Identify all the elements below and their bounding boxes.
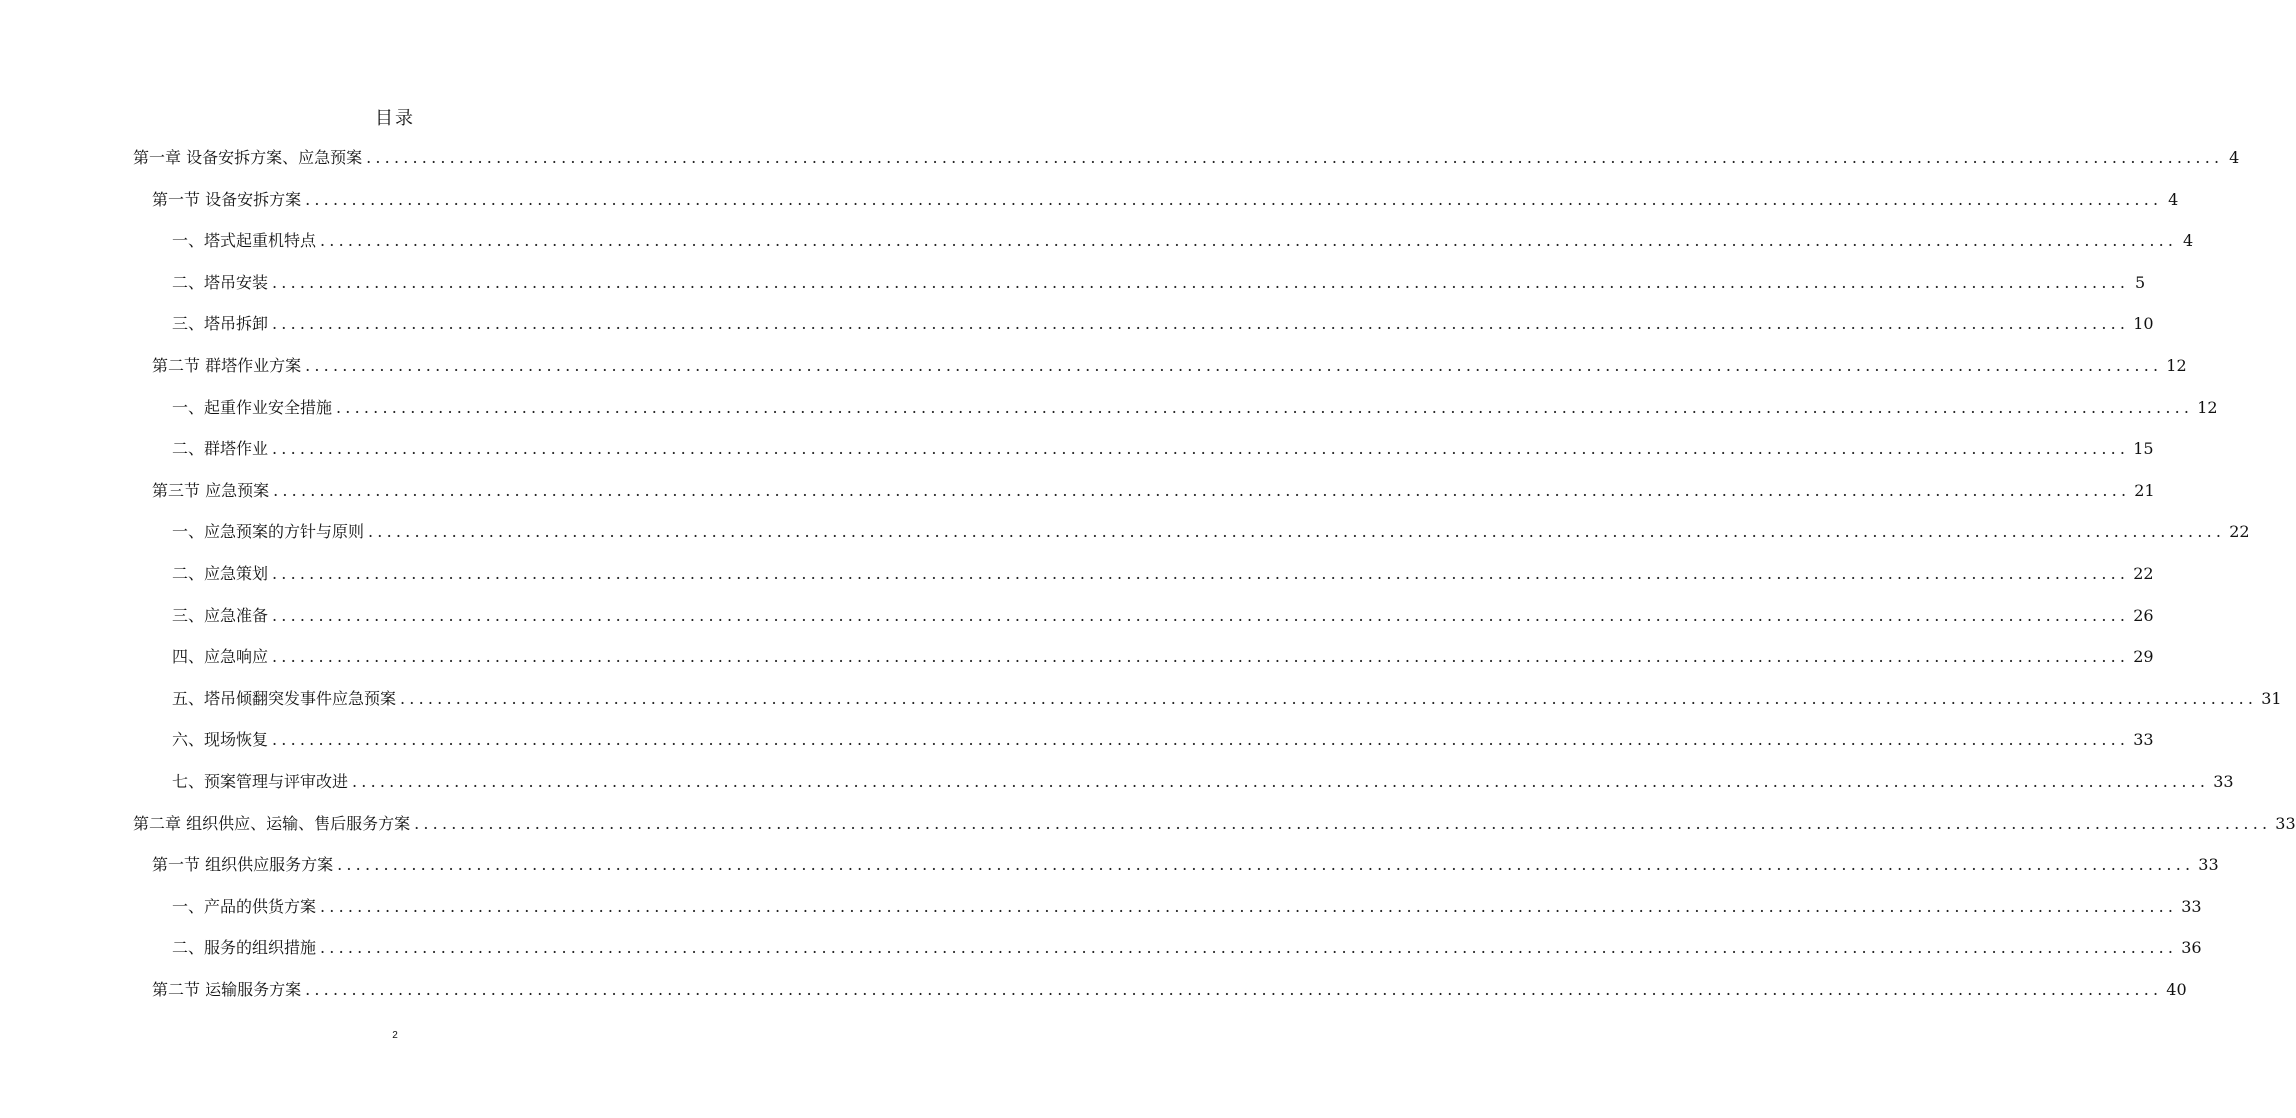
toc-leader-dots: ........................................................................................................................................................................................................ bbox=[305, 980, 2163, 999]
toc-entry-label: 三、塔吊拆卸 bbox=[172, 314, 269, 334]
toc-entry-label: 三、应急准备 bbox=[172, 605, 269, 625]
toc-leader-dots: ........................................................................................................................................................................................................ bbox=[272, 439, 2130, 459]
toc-entry-label: 四、应急响应 bbox=[172, 647, 269, 667]
toc-entry[interactable] bbox=[172, 520, 2250, 544]
toc-leader-dots: ........................................................................................................................................................................................................ bbox=[272, 730, 2130, 750]
toc-entry[interactable] bbox=[133, 146, 2240, 170]
toc-entry[interactable] bbox=[172, 728, 2154, 752]
toc-entry[interactable] bbox=[152, 978, 2187, 1002]
toc-entry[interactable] bbox=[172, 396, 2218, 420]
toc-entry[interactable] bbox=[172, 312, 2154, 336]
toc-entry-page: 4 bbox=[2168, 189, 2179, 209]
toc-entry-label: 一、产品的供货方案 bbox=[172, 896, 317, 916]
toc-leader-dots: ........................................................................................................................................................................................................ bbox=[368, 522, 2226, 542]
toc-entry-page: 31 bbox=[2261, 688, 2282, 708]
toc-entry-page: 33 bbox=[2198, 855, 2219, 875]
toc-entry-page: 12 bbox=[2197, 397, 2218, 417]
toc-leader-dots: ........................................................................................................................................................................................................ bbox=[414, 813, 2272, 833]
toc-entry-page: 4 bbox=[2229, 148, 2240, 167]
toc-entry[interactable] bbox=[152, 354, 2187, 378]
toc-entry-page: 29 bbox=[2133, 647, 2154, 667]
toc-entry-label: 二、塔吊安装 bbox=[172, 272, 269, 292]
toc-entry-label: 七、预案管理与评审改进 bbox=[172, 772, 349, 791]
toc-leader-dots: ........................................................................................................................................................................................................ bbox=[400, 688, 2258, 708]
toc-entry-label: 第一章 设备安拆方案、应急预案 bbox=[133, 148, 363, 167]
toc-entry-page: 10 bbox=[2133, 314, 2154, 334]
toc-leader-dots: ........................................................................................................................................................................................................ bbox=[272, 314, 2130, 334]
toc-entry-label: 一、塔式起重机特点 bbox=[172, 231, 317, 251]
toc-entry-label: 二、服务的组织措施 bbox=[172, 938, 317, 958]
toc-leader-dots: ........................................................................................................................................................................................................ bbox=[320, 938, 2178, 958]
page-number: 2 bbox=[392, 1030, 398, 1041]
toc-leader-dots: ........................................................................................................................................................................................................ bbox=[272, 647, 2130, 667]
toc-entry-label: 一、应急预案的方针与原则 bbox=[172, 522, 365, 542]
toc-entry[interactable] bbox=[172, 562, 2154, 586]
toc-entry-page: 40 bbox=[2166, 980, 2187, 999]
toc-entry-page: 36 bbox=[2181, 938, 2202, 958]
toc-leader-dots: ........................................................................................................................................................................................................ bbox=[272, 272, 2130, 292]
toc-entry-label: 五、塔吊倾翻突发事件应急预案 bbox=[172, 688, 397, 708]
toc-leader-dots: ........................................................................................................................................................................................................ bbox=[272, 605, 2130, 625]
toc-entry[interactable] bbox=[172, 895, 2202, 919]
toc-entry-label: 一、起重作业安全措施 bbox=[172, 397, 333, 417]
toc-entry-page: 33 bbox=[2181, 896, 2202, 916]
toc-entry-page: 4 bbox=[2183, 231, 2194, 251]
toc-entry[interactable] bbox=[172, 936, 2202, 960]
toc-entry-label: 六、现场恢复 bbox=[172, 730, 269, 750]
toc-entry-page: 5 bbox=[2135, 272, 2146, 292]
toc-entry-page: 33 bbox=[2133, 730, 2154, 750]
toc-leader-dots: ........................................................................................................................................................................................................ bbox=[320, 896, 2178, 916]
toc-entry-label: 第二章 组织供应、运输、售后服务方案 bbox=[133, 813, 411, 833]
toc-leader-dots: ........................................................................................................................................................................................................ bbox=[272, 564, 2130, 583]
toc-entry-label: 二、应急策划 bbox=[172, 564, 269, 583]
toc-entry-page: 12 bbox=[2166, 356, 2187, 375]
toc-entry[interactable] bbox=[172, 687, 2282, 711]
toc-leader-dots: ........................................................................................................................................................................................................ bbox=[336, 397, 2194, 417]
toc-leader-dots: ........................................................................................................................................................................................................ bbox=[320, 231, 2178, 251]
toc-entry[interactable] bbox=[172, 770, 2234, 794]
toc-leader-dots: ........................................................................................................................................................................................................ bbox=[273, 480, 2131, 500]
toc-entry[interactable] bbox=[172, 229, 2194, 253]
toc-entry-page: 22 bbox=[2133, 564, 2154, 583]
toc-entry-label: 第二节 运输服务方案 bbox=[152, 980, 302, 999]
toc-leader-dots: ........................................................................................................................................................................................................ bbox=[352, 772, 2210, 791]
toc-entry[interactable] bbox=[152, 188, 2179, 212]
toc-entry-page: 26 bbox=[2133, 605, 2154, 625]
toc-entry[interactable] bbox=[172, 437, 2154, 461]
toc-entry-page: 33 bbox=[2213, 772, 2234, 791]
toc-entry-label: 第一节 设备安拆方案 bbox=[152, 189, 302, 209]
toc-entry[interactable] bbox=[152, 479, 2155, 503]
toc-leader-dots: ........................................................................................................................................................................................................ bbox=[305, 356, 2163, 375]
toc-entry-page: 22 bbox=[2229, 522, 2250, 542]
toc-entry-label: 二、群塔作业 bbox=[172, 439, 269, 459]
toc-leader-dots: ........................................................................................................................................................................................................ bbox=[305, 189, 2163, 209]
toc-entry-label: 第一节 组织供应服务方案 bbox=[152, 855, 334, 875]
toc-entry[interactable] bbox=[172, 271, 2146, 295]
toc-leader-dots: ........................................................................................................................................................................................................ bbox=[337, 855, 2195, 875]
toc-entry-label: 第二节 群塔作业方案 bbox=[152, 356, 302, 375]
toc-entry-page: 21 bbox=[2134, 480, 2155, 500]
toc-entry[interactable] bbox=[133, 812, 2296, 836]
toc-entry[interactable] bbox=[172, 604, 2154, 628]
toc-entry-page: 15 bbox=[2133, 439, 2154, 459]
toc-entry-label: 第三节 应急预案 bbox=[152, 480, 270, 500]
toc-leader-dots: ........................................................................................................................................................................................................ bbox=[366, 148, 2224, 167]
toc-title: 目录 bbox=[375, 108, 415, 129]
toc-entry[interactable] bbox=[172, 645, 2154, 669]
toc-entry-page: 33 bbox=[2275, 813, 2296, 833]
toc-entry[interactable] bbox=[152, 853, 2219, 877]
